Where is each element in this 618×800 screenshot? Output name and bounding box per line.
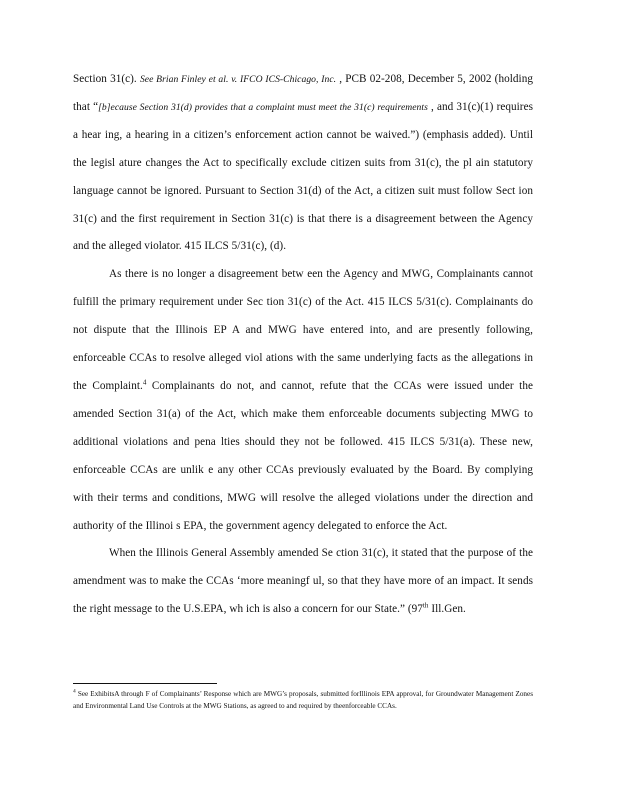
paragraph-1 [73,66,533,261]
footnote-separator [73,683,217,684]
paragraph-3 [73,540,533,624]
paragraph-2 [73,261,533,540]
quoted-holding: [b]ecause Section 31(d) provides that a complaint must meet the 31(c) requirements [98,101,428,113]
p1-text-c: , and 31(c)(1) requires a hear ing, a hearing in a citizen’s enforcement action cannot be waived.”) (emphasis added). Until the legisl ature changes the Act to specifically exclude citizen suits from 31(c), the pl ain statutory language cannot be ignored. Pursuant to Section 31(d) of the Act, a citizen suit must follow Sect ion 31(c) and the first requirement in Section 31(c) is that there is a disagreement between the Agency and the alleged violator. 415 ILCS 5/31(c), (d). [73,100,534,253]
p3-text-b: Ill.Gen. [428,603,466,616]
p1-text-a: Section 31(c). [73,73,140,85]
ordinal-superscript: th [422,601,429,610]
p1-text-b: , PCB 02-208, December 5, 2002 (holding that “ [73,73,533,113]
footnote-reference: 4 [142,378,147,387]
p2-text-a: As there is no longer a disagreement betw een the Agency and MWG, Complainants cannot fulfill the primary requirement under Sec tion 31(c) of the Act. 415 ILCS 5/31(c). Complainants do not dispute that the Illinois EP A and MWG have entered into, and are presently following, enforceable CCAs to resolve alleged viol ations with the same underlying facts as the allegations in the Complaint. [73,268,533,392]
footnote [73,688,533,712]
p2-text-b: Complainants do not, and cannot, refute that the CCAs were issued under the amended Section 31(a) of the Act, which make them enforceable documents subjecting MWG to additional violations and pena lties should they not be followed. 415 ILCS 5/31(a). These new, enforceable CCAs are unlik e any other CCAs previously evaluated by the Board. By complying with their terms and conditions, MWG will resolve the alleged violations under the direction and authority of the Illinoi s EPA, the government agency delegated to enforce the Act. [73,379,533,532]
footnote-marker: 4 [73,688,76,695]
p3-text-a: When the Illinois General Assembly amended Se ction 31(c), it stated that the purpose of the amendment was to make the CCAs ‘more meaningf ul, so that they have more of an impact. It sends the right message to the U.S.EPA, wh ich is also a concern for our State.” (97 [73,547,533,616]
body-text [73,66,533,624]
footnote-text: See ExhibitsA through F of Complainants’ Response which are MWG’s proposals, submitted forIllinois EPA approval, for Groundwater Management Zones and Environmental Land Use Controls at the MWG Stations, as agreed to and required by theenforceable CCAs. [73,690,533,710]
case-citation: See Brian Finley et al. v. IFCO ICS-Chicago, Inc. [139,74,337,85]
